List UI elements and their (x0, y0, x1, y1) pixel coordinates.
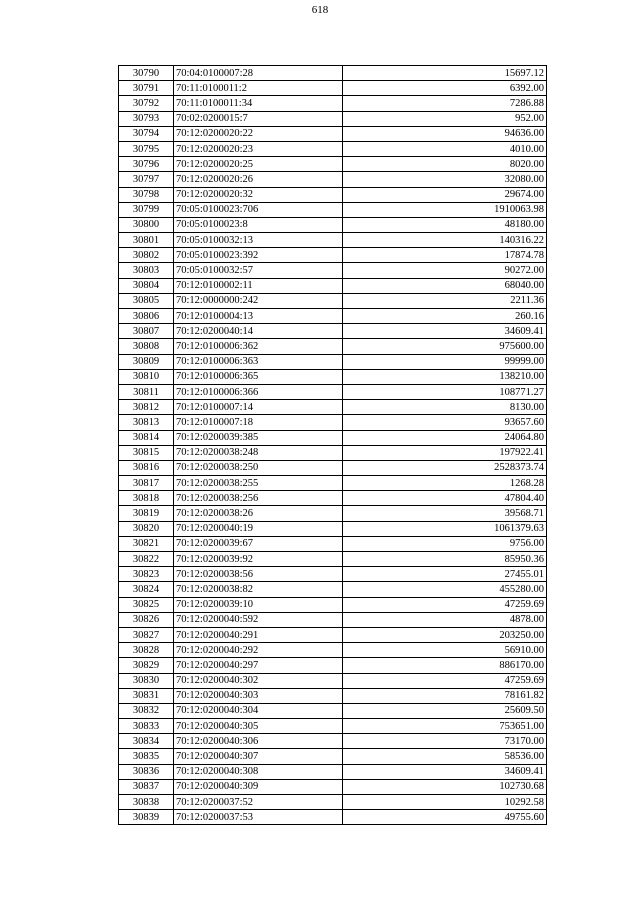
cadastral-number-cell: 70:05:0100032:13 (174, 233, 343, 248)
cadastral-number-cell: 70:12:0200039:67 (174, 536, 343, 551)
value-cell: 47804.40 (343, 491, 547, 506)
table-row (119, 141, 547, 156)
table-row (119, 187, 547, 202)
table-row (119, 66, 547, 81)
value-cell: 8020.00 (343, 157, 547, 172)
table-row (119, 597, 547, 612)
row-number-cell: 30811 (119, 384, 174, 399)
cadastral-number-cell: 70:12:0200038:248 (174, 445, 343, 460)
table-row (119, 430, 547, 445)
cadastral-number-cell: 70:12:0100002:11 (174, 278, 343, 293)
cadastral-number-cell: 70:12:0100007:14 (174, 400, 343, 415)
row-number-cell: 30836 (119, 764, 174, 779)
cadastral-number-cell: 70:12:0200039:385 (174, 430, 343, 445)
cadastral-number-cell: 70:12:0200020:22 (174, 126, 343, 141)
row-number-cell: 30801 (119, 233, 174, 248)
row-number-cell: 30828 (119, 643, 174, 658)
value-cell: 24064.80 (343, 430, 547, 445)
table-row (119, 476, 547, 491)
row-number-cell: 30834 (119, 734, 174, 749)
value-cell: 94636.00 (343, 126, 547, 141)
row-number-cell: 30795 (119, 141, 174, 156)
table-row (119, 460, 547, 475)
table-row (119, 415, 547, 430)
table-row (119, 734, 547, 749)
row-number-cell: 30803 (119, 263, 174, 278)
row-number-cell: 30796 (119, 157, 174, 172)
value-cell: 48180.00 (343, 217, 547, 232)
row-number-cell: 30799 (119, 202, 174, 217)
row-number-cell: 30805 (119, 293, 174, 308)
value-cell: 34609.41 (343, 324, 547, 339)
row-number-cell: 30824 (119, 582, 174, 597)
row-number-cell: 30815 (119, 445, 174, 460)
row-number-cell: 30808 (119, 339, 174, 354)
row-number-cell: 30814 (119, 430, 174, 445)
value-cell: 1061379.63 (343, 521, 547, 536)
row-number-cell: 30816 (119, 460, 174, 475)
row-number-cell: 30837 (119, 779, 174, 794)
cadastral-number-cell: 70:12:0200037:53 (174, 810, 343, 825)
value-cell: 455280.00 (343, 582, 547, 597)
row-number-cell: 30818 (119, 491, 174, 506)
value-cell: 108771.27 (343, 384, 547, 399)
table-row (119, 749, 547, 764)
cadastral-number-cell: 70:12:0100006:366 (174, 384, 343, 399)
value-cell: 2211.36 (343, 293, 547, 308)
table-row (119, 521, 547, 536)
table-row (119, 309, 547, 324)
row-number-cell: 30813 (119, 415, 174, 430)
cadastral-number-cell: 70:12:0200040:292 (174, 643, 343, 658)
row-number-cell: 30810 (119, 369, 174, 384)
table-row (119, 703, 547, 718)
cadastral-number-cell: 70:12:0000000:242 (174, 293, 343, 308)
cadastral-number-cell: 70:12:0200040:305 (174, 719, 343, 734)
value-cell: 10292.58 (343, 795, 547, 810)
value-cell: 140316.22 (343, 233, 547, 248)
value-cell: 56910.00 (343, 643, 547, 658)
row-number-cell: 30827 (119, 627, 174, 642)
table-row (119, 719, 547, 734)
value-cell: 975600.00 (343, 339, 547, 354)
table-row (119, 278, 547, 293)
row-number-cell: 30802 (119, 248, 174, 263)
value-cell: 203250.00 (343, 627, 547, 642)
cadastral-number-cell: 70:12:0200040:304 (174, 703, 343, 718)
row-number-cell: 30800 (119, 217, 174, 232)
table-row (119, 400, 547, 415)
row-number-cell: 30823 (119, 567, 174, 582)
cadastral-number-cell: 70:12:0200020:32 (174, 187, 343, 202)
row-number-cell: 30807 (119, 324, 174, 339)
table-row (119, 795, 547, 810)
cadastral-number-cell: 70:12:0200020:23 (174, 141, 343, 156)
cadastral-number-cell: 70:12:0200040:309 (174, 779, 343, 794)
row-number-cell: 30798 (119, 187, 174, 202)
value-cell: 32080.00 (343, 172, 547, 187)
row-number-cell: 30830 (119, 673, 174, 688)
cadastral-number-cell: 70:12:0200040:297 (174, 658, 343, 673)
value-cell: 39568.71 (343, 506, 547, 521)
value-cell: 90272.00 (343, 263, 547, 278)
value-cell: 1910063.98 (343, 202, 547, 217)
table-row (119, 324, 547, 339)
table-row (119, 248, 547, 263)
cadastral-number-cell: 70:12:0100004:13 (174, 309, 343, 324)
row-number-cell: 30809 (119, 354, 174, 369)
value-cell: 4878.00 (343, 612, 547, 627)
table-row (119, 369, 547, 384)
row-number-cell: 30822 (119, 552, 174, 567)
row-number-cell: 30831 (119, 688, 174, 703)
table-row (119, 582, 547, 597)
cadastral-number-cell: 70:11:0100011:34 (174, 96, 343, 111)
cadastral-number-cell: 70:12:0200038:56 (174, 567, 343, 582)
table-row (119, 202, 547, 217)
row-number-cell: 30790 (119, 66, 174, 81)
table-row (119, 612, 547, 627)
cadastral-number-cell: 70:04:0100007:28 (174, 66, 343, 81)
cadastral-number-cell: 70:12:0200040:303 (174, 688, 343, 703)
cadastral-number-cell: 70:12:0200037:52 (174, 795, 343, 810)
table-row (119, 157, 547, 172)
value-cell: 49755.60 (343, 810, 547, 825)
value-cell: 85950.36 (343, 552, 547, 567)
row-number-cell: 30829 (119, 658, 174, 673)
value-cell: 93657.60 (343, 415, 547, 430)
row-number-cell: 30825 (119, 597, 174, 612)
row-number-cell: 30817 (119, 476, 174, 491)
cadastral-number-cell: 70:11:0100011:2 (174, 81, 343, 96)
table-row (119, 111, 547, 126)
value-cell: 99999.00 (343, 354, 547, 369)
cadastral-number-cell: 70:12:0200040:14 (174, 324, 343, 339)
table-row (119, 552, 547, 567)
cadastral-number-cell: 70:12:0100006:362 (174, 339, 343, 354)
row-number-cell: 30791 (119, 81, 174, 96)
registry-table-body (119, 66, 547, 825)
value-cell: 15697.12 (343, 66, 547, 81)
table-row (119, 81, 547, 96)
table-row (119, 293, 547, 308)
page-number: 618 (311, 4, 329, 16)
value-cell: 138210.00 (343, 369, 547, 384)
table-row (119, 233, 547, 248)
row-number-cell: 30819 (119, 506, 174, 521)
cadastral-number-cell: 70:12:0200040:306 (174, 734, 343, 749)
row-number-cell: 30806 (119, 309, 174, 324)
cadastral-number-cell: 70:12:0200020:26 (174, 172, 343, 187)
cadastral-number-cell: 70:12:0200020:25 (174, 157, 343, 172)
table-row (119, 567, 547, 582)
row-number-cell: 30833 (119, 719, 174, 734)
cadastral-number-cell: 70:12:0200038:256 (174, 491, 343, 506)
table-row (119, 673, 547, 688)
table-row (119, 384, 547, 399)
cadastral-number-cell: 70:12:0200040:307 (174, 749, 343, 764)
cadastral-number-cell: 70:02:0200015:7 (174, 111, 343, 126)
value-cell: 753651.00 (343, 719, 547, 734)
table-row (119, 126, 547, 141)
cadastral-number-cell: 70:12:0200038:250 (174, 460, 343, 475)
table-row (119, 491, 547, 506)
value-cell: 73170.00 (343, 734, 547, 749)
value-cell: 68040.00 (343, 278, 547, 293)
value-cell: 197922.41 (343, 445, 547, 460)
value-cell: 952.00 (343, 111, 547, 126)
row-number-cell: 30792 (119, 96, 174, 111)
value-cell: 260.16 (343, 309, 547, 324)
value-cell: 47259.69 (343, 673, 547, 688)
table-row (119, 688, 547, 703)
cadastral-number-cell: 70:05:0100032:57 (174, 263, 343, 278)
table-row (119, 217, 547, 232)
cadastral-number-cell: 70:05:0100023:392 (174, 248, 343, 263)
row-number-cell: 30821 (119, 536, 174, 551)
cadastral-number-cell: 70:05:0100023:8 (174, 217, 343, 232)
row-number-cell: 30826 (119, 612, 174, 627)
cadastral-number-cell: 70:05:0100023:706 (174, 202, 343, 217)
table-row (119, 658, 547, 673)
table-row (119, 643, 547, 658)
table-row (119, 263, 547, 278)
cadastral-number-cell: 70:12:0200039:92 (174, 552, 343, 567)
row-number-cell: 30839 (119, 810, 174, 825)
row-number-cell: 30835 (119, 749, 174, 764)
registry-table (118, 65, 547, 825)
cadastral-number-cell: 70:12:0200038:82 (174, 582, 343, 597)
value-cell: 6392.00 (343, 81, 547, 96)
table-row (119, 810, 547, 825)
cadastral-number-cell: 70:12:0100007:18 (174, 415, 343, 430)
row-number-cell: 30812 (119, 400, 174, 415)
table-row (119, 506, 547, 521)
value-cell: 58536.00 (343, 749, 547, 764)
value-cell: 7286.88 (343, 96, 547, 111)
cadastral-number-cell: 70:12:0200040:592 (174, 612, 343, 627)
row-number-cell: 30820 (119, 521, 174, 536)
cadastral-number-cell: 70:12:0200040:19 (174, 521, 343, 536)
table-row (119, 779, 547, 794)
value-cell: 9756.00 (343, 536, 547, 551)
cadastral-number-cell: 70:12:0200039:10 (174, 597, 343, 612)
value-cell: 2528373.74 (343, 460, 547, 475)
row-number-cell: 30838 (119, 795, 174, 810)
row-number-cell: 30793 (119, 111, 174, 126)
table-row (119, 172, 547, 187)
value-cell: 886170.00 (343, 658, 547, 673)
table-row (119, 536, 547, 551)
value-cell: 17874.78 (343, 248, 547, 263)
value-cell: 102730.68 (343, 779, 547, 794)
value-cell: 78161.82 (343, 688, 547, 703)
cadastral-number-cell: 70:12:0100006:363 (174, 354, 343, 369)
table-row (119, 627, 547, 642)
cadastral-number-cell: 70:12:0200038:255 (174, 476, 343, 491)
table-row (119, 96, 547, 111)
table-row (119, 445, 547, 460)
value-cell: 27455.01 (343, 567, 547, 582)
row-number-cell: 30804 (119, 278, 174, 293)
value-cell: 47259.69 (343, 597, 547, 612)
cadastral-number-cell: 70:12:0200040:291 (174, 627, 343, 642)
value-cell: 25609.50 (343, 703, 547, 718)
value-cell: 1268.28 (343, 476, 547, 491)
value-cell: 8130.00 (343, 400, 547, 415)
cadastral-number-cell: 70:12:0100006:365 (174, 369, 343, 384)
cadastral-number-cell: 70:12:0200038:26 (174, 506, 343, 521)
table-row (119, 339, 547, 354)
row-number-cell: 30794 (119, 126, 174, 141)
row-number-cell: 30797 (119, 172, 174, 187)
table-row (119, 354, 547, 369)
cadastral-number-cell: 70:12:0200040:302 (174, 673, 343, 688)
value-cell: 34609.41 (343, 764, 547, 779)
value-cell: 29674.00 (343, 187, 547, 202)
cadastral-number-cell: 70:12:0200040:308 (174, 764, 343, 779)
value-cell: 4010.00 (343, 141, 547, 156)
table-row (119, 764, 547, 779)
row-number-cell: 30832 (119, 703, 174, 718)
